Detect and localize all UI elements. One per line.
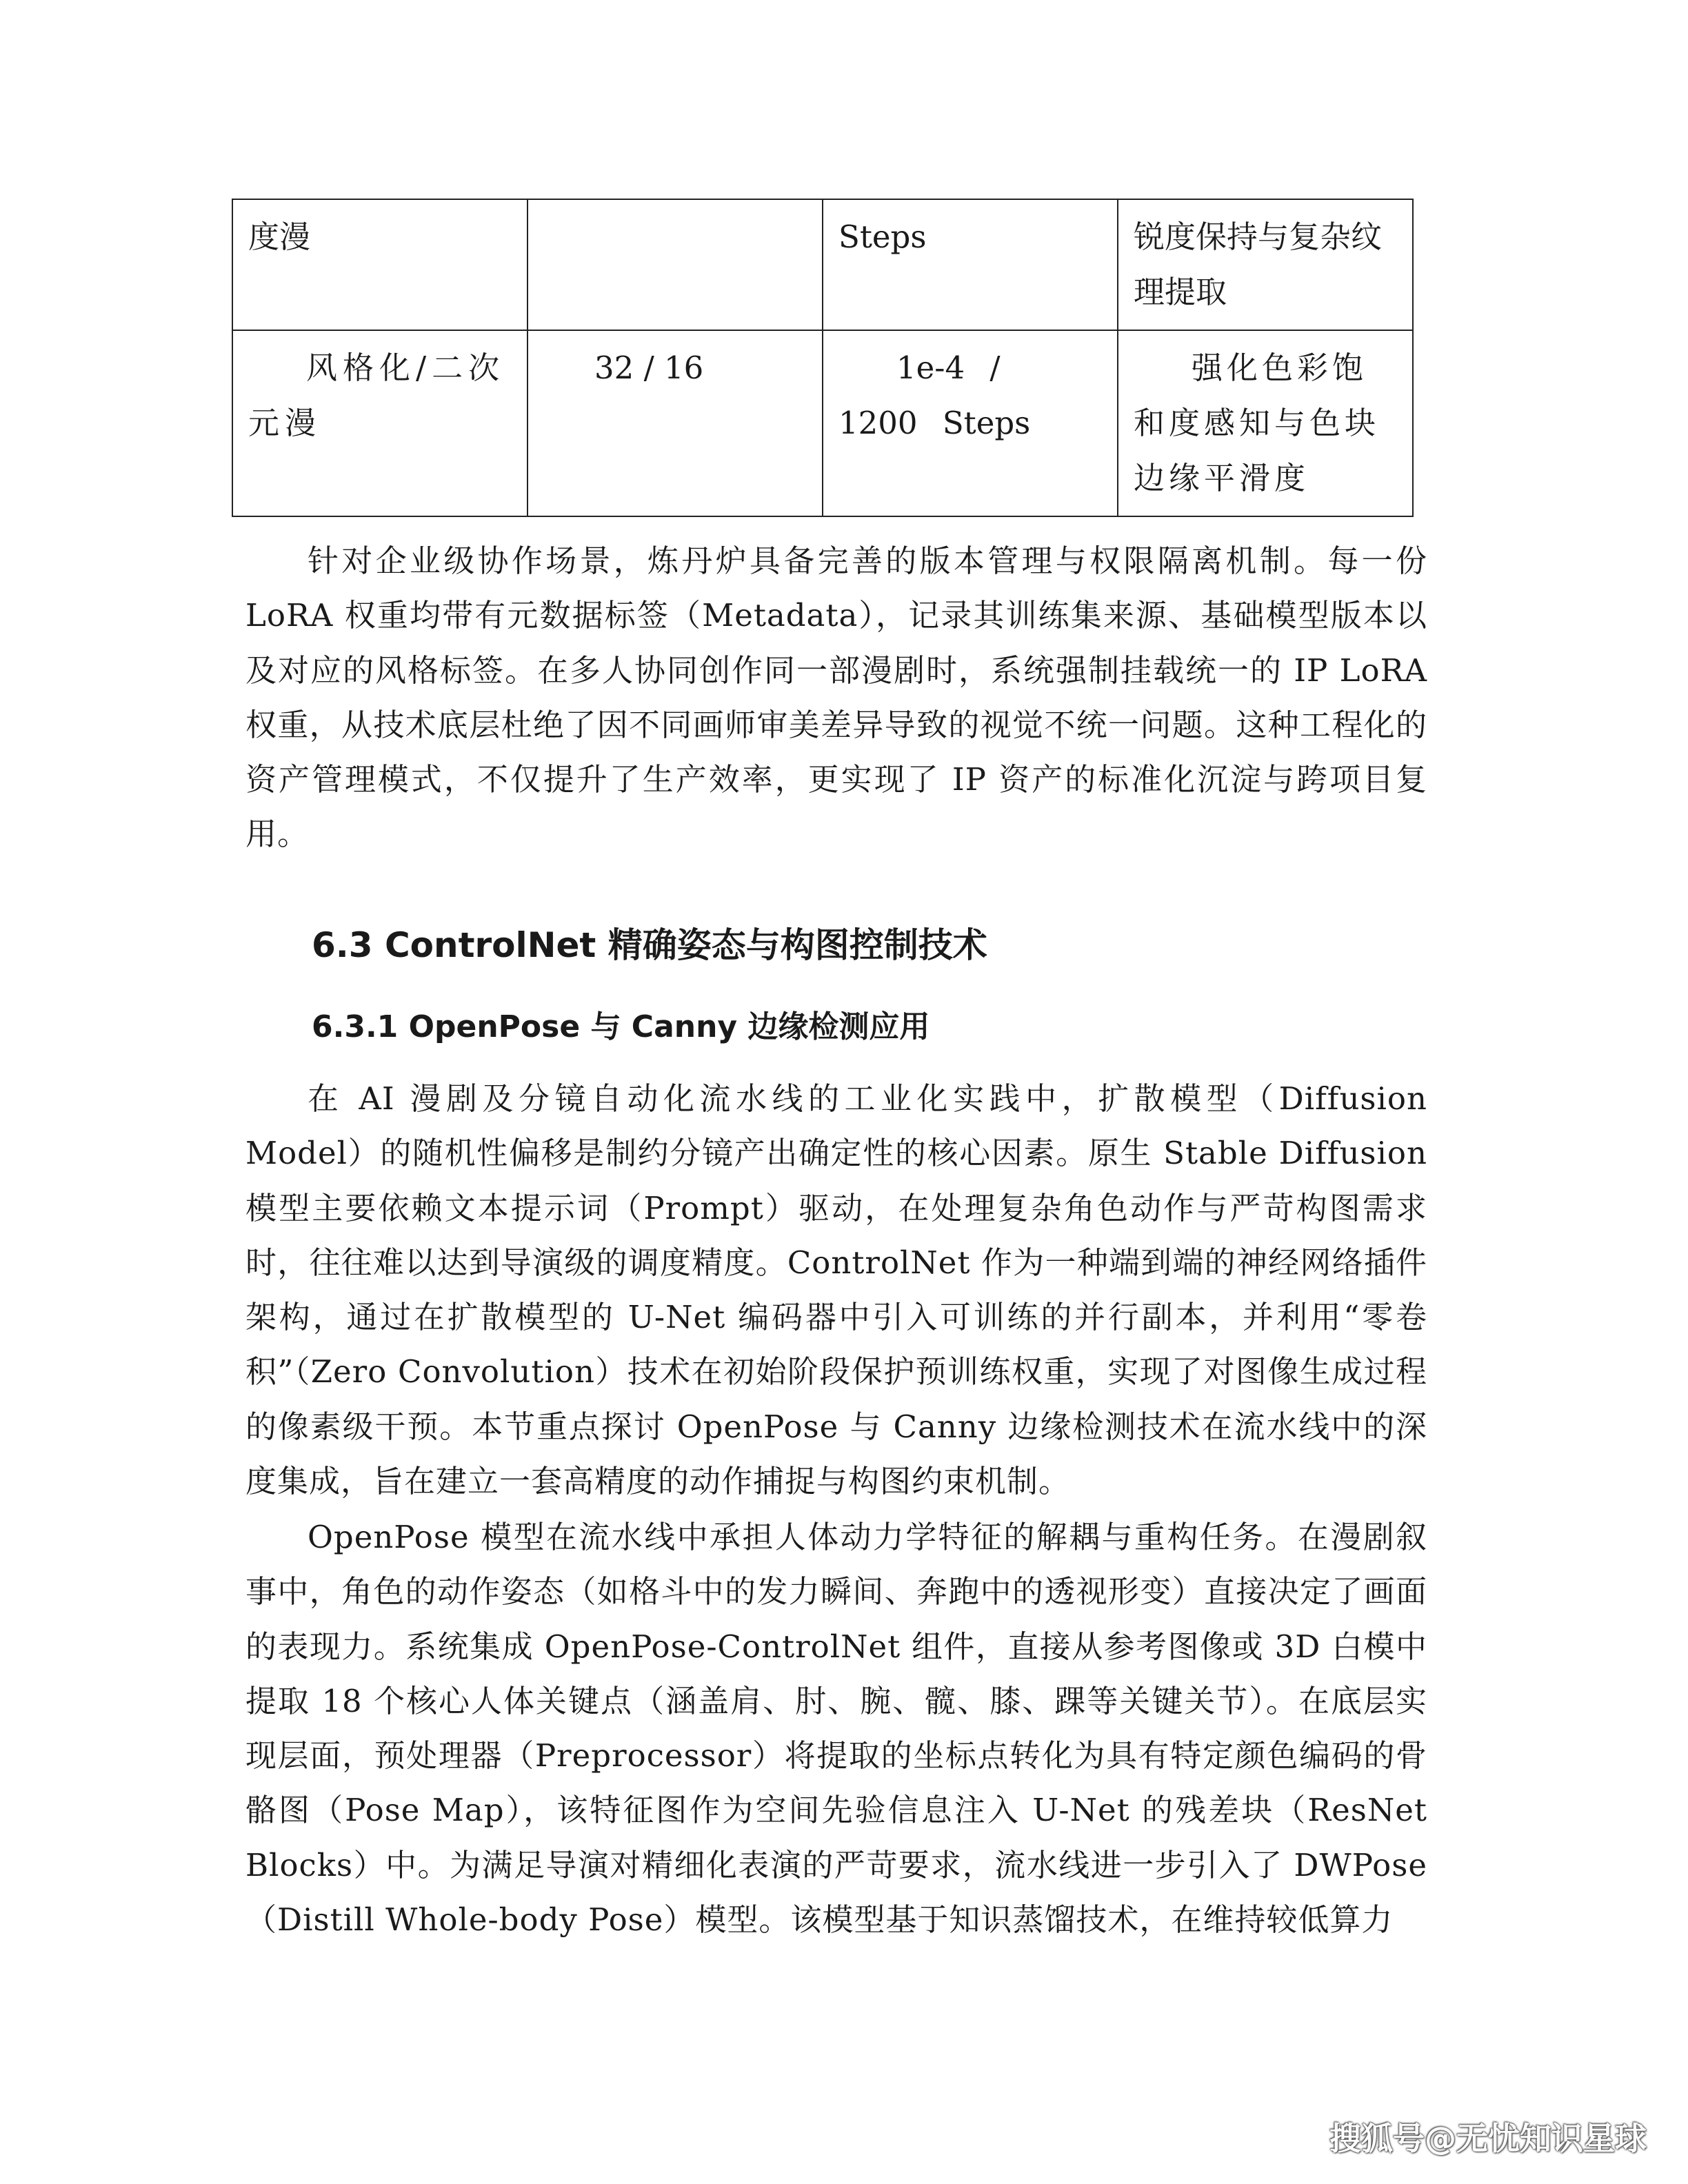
table-cell: 锐度保持与复杂纹理提取 xyxy=(1118,199,1413,330)
subsection-heading: 6.3.1 OpenPose 与 Canny 边缘检测应用 xyxy=(312,1009,930,1044)
section-heading: 6.3 ControlNet 精确姿态与构图控制技术 xyxy=(312,925,987,965)
paragraph-asset-management: 针对企业级协作场景，炼丹炉具备完善的版本管理与权限隔离机制。每一份 LoRA 权重均带有元数据标签（Metadata），记录其训练集来源、基础模型版本以及对应的风格标签。在多人协同创作同一部漫剧时，系统强制挂载统一的 IP LoRA 权重，从技术底层杜绝了因不同画师审美差异导致的视觉不统一问题。这种工程化的资产管理模式，不仅提升了生产效率，更实现了 IP 资产的标准化沉淀与跨项目复用。 xyxy=(245,543,1427,853)
table-row xyxy=(232,330,1413,516)
paragraph-controlnet-intro: 在 AI 漫剧及分镜自动化流水线的工业化实践中，扩散模型（Diffusion Model）的随机性偏移是制约分镜产出确定性的核心因素。原生 Stable Diffusion 模型主要依赖文本提示词（Prompt）驱动，在处理复杂角色动作与严苛构图需求时，往往难以达到导演级的调度精度。ControlNet 作为一种端到端的神经网络插件架构，通过在扩散模型的 U-Net 编码器中引入可训练的并行副本，并利用“零卷积”（Zero Convolution）技术在初始阶段保护预训练权重，实现了对图像生成过程的像素级干预。本节重点探讨 OpenPose 与 Canny 边缘检测技术在流水线中的深度集成，旨在建立一套高精度的动作捕捉与构图约束机制。 xyxy=(245,1080,1427,1500)
table-cell: 强化色彩饱和度感知与色块边缘平滑度 xyxy=(1118,330,1413,516)
paragraph-openpose: OpenPose 模型在流水线中承担人体动力学特征的解耦与重构任务。在漫剧叙事中，角色的动作姿态（如格斗中的发力瞬间、奔跑中的透视形变）直接决定了画面的表现力。系统集成 OpenPose-ControlNet 组件，直接从参考图像或 3D 白模中提取 18 个核心人体关键点（涵盖肩、肘、腕、髋、膝、踝等关键关节）。在底层实现层面，预处理器（Preprocessor）将提取的坐标点转化为具有特定颜色编码的骨骼图（Pose Map），该特征图作为空间先验信息注入 U-Net 的残差块（ResNet Blocks）中。为满足导演对精细化表演的严苛要求，流水线进一步引入了 DWPose（Distill Whole-body Pose）模型。该模型基于知识蒸馏技术，在维持较低算力 xyxy=(245,1519,1427,1939)
table-cell: 32 / 16 xyxy=(528,330,823,516)
parameter-table xyxy=(232,199,1414,517)
watermark: 搜狐号@无忧知识星球 xyxy=(1329,2120,1647,2157)
table-cell: 度漫 xyxy=(232,199,528,330)
table-cell: 风格化/二次元漫 xyxy=(232,330,528,516)
table-row xyxy=(232,199,1413,330)
table-cell: Steps xyxy=(823,199,1118,330)
table-cell xyxy=(528,199,823,330)
table-cell: 1e-4 / 1200 Steps xyxy=(823,330,1118,516)
